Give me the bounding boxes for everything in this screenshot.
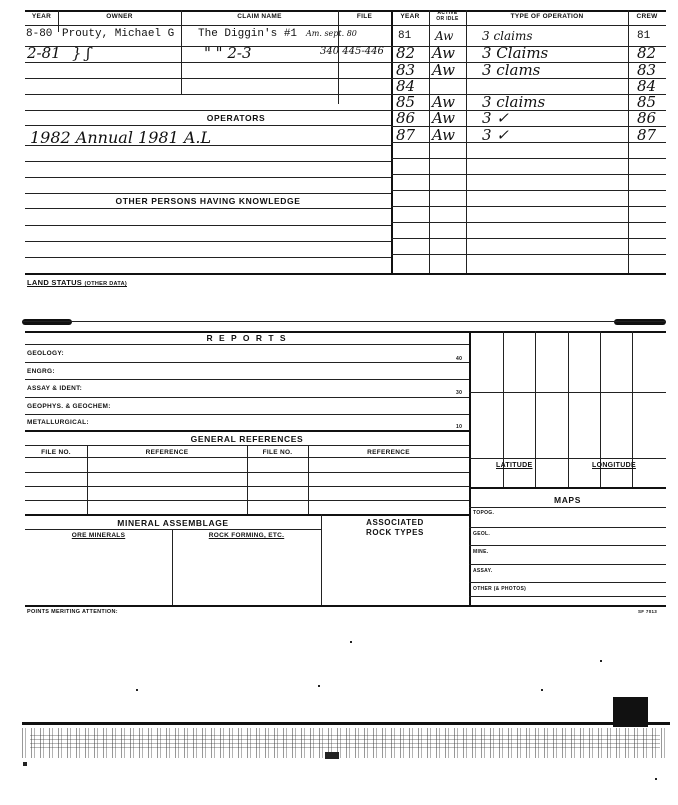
operators-entry: 1982 Annual 1981 A.L — [30, 128, 212, 147]
activity-year-4: 84 — [396, 77, 416, 95]
activity-type-7: 3 ✓ — [482, 126, 509, 144]
land-status-label: LAND STATUS (OTHER DATA) — [27, 278, 127, 287]
report-metallurgical: METALLURGICAL: — [27, 419, 89, 426]
report-geophys: GEOPHYS. & GEOCHEM: — [27, 403, 111, 410]
ref-col-reference-1: REFERENCE — [145, 449, 189, 456]
map-mine: MINE. — [473, 549, 489, 555]
activity-year-5: 85 — [396, 93, 416, 111]
crew-header: CREW — [636, 13, 658, 20]
activity-status-5: Aw — [432, 93, 455, 111]
activity-crew-1: 81 — [637, 30, 651, 42]
activity-status-3: Aw — [432, 61, 455, 79]
activity-year-7: 87 — [396, 126, 416, 144]
activity-crew-5: 85 — [637, 93, 657, 111]
claim-note-1: Am. sept. 80 — [306, 29, 357, 38]
map-assay: ASSAY. — [473, 568, 493, 574]
map-topog: TOPOG. — [473, 510, 495, 516]
ref-col-reference-2: REFERENCE — [367, 449, 410, 456]
activity-crew-2: 82 — [637, 44, 657, 62]
latitude-label: LATITUDE — [496, 462, 533, 469]
map-other: OTHER (& PHOTOS) — [473, 586, 527, 592]
ref-col-file-no-2: FILE NO. — [262, 449, 293, 456]
rock-forming-label: ROCK FORMING, ETC. — [208, 532, 285, 539]
activity-crew-6: 86 — [637, 109, 657, 127]
year-header: YEAR — [31, 13, 52, 20]
activity-crew-4: 84 — [637, 77, 657, 95]
activity-status-2: Aw — [432, 44, 455, 62]
activity-crew-7: 87 — [637, 126, 657, 144]
report-metallurgical-num: 10 — [456, 424, 463, 430]
associated-rock-types-label: ASSOCIATED ROCK TYPES — [365, 518, 424, 537]
claim-year-2: 2-81 — [27, 44, 61, 62]
reports-title: R E P O R T S — [206, 333, 288, 343]
operators-title: OPERATORS — [206, 113, 266, 123]
claim-name-2: " " 2-3 — [204, 44, 252, 62]
activity-year-1: 81 — [398, 30, 412, 42]
claim-name-header: CLAIM NAME — [237, 13, 282, 20]
activity-status-7: Aw — [432, 126, 455, 144]
longitude-label: LONGITUDE — [592, 462, 636, 469]
claim-year-1: 8-80 — [26, 28, 53, 40]
claim-owner-1: Prouty, Michael G — [62, 28, 175, 40]
activity-type-1: 3 claims — [482, 29, 533, 43]
general-references-title: GENERAL REFERENCES — [190, 434, 304, 444]
activity-type-2: 3 Claims — [482, 44, 549, 62]
claim-owner-2: } ʃ — [72, 44, 91, 62]
maps-title: MAPS — [554, 495, 581, 505]
activity-year-6: 86 — [396, 109, 416, 127]
activity-crew-3: 83 — [637, 61, 657, 79]
report-assay-num: 30 — [456, 390, 463, 396]
ore-minerals-label: ORE MINERALS — [71, 532, 126, 539]
form-number: SF 7013 — [638, 609, 658, 614]
activity-status-1: Aw — [435, 29, 454, 43]
owner-header: OWNER — [106, 13, 133, 20]
year-right-header: YEAR — [400, 13, 420, 20]
claim-file-2: 340 445-446 — [320, 46, 384, 57]
report-engrg: ENGRG: — [27, 368, 55, 375]
report-geology-num: 40 — [456, 356, 463, 362]
activity-type-3: 3 clams — [482, 61, 541, 79]
activity-type-5: 3 claims — [482, 93, 546, 111]
file-header: FILE — [356, 13, 373, 20]
active-idle-header: ACTIVE OR IDLE — [436, 10, 459, 22]
points-meriting-attention-label: POINTS MERITING ATTENTION: — [27, 609, 118, 615]
mineral-assemblage-title: MINERAL ASSEMBLAGE — [117, 518, 229, 528]
report-geology: GEOLOGY: — [27, 350, 64, 357]
type-of-operation-header: TYPE OF OPERATION — [510, 13, 584, 20]
map-geol: GEOL. — [473, 531, 491, 537]
activity-year-3: 83 — [396, 61, 416, 79]
other-persons-title: OTHER PERSONS HAVING KNOWLEDGE — [115, 196, 301, 206]
claim-name-1: The Diggin's #1 — [198, 28, 298, 40]
ref-col-file-no-1: FILE NO. — [41, 449, 71, 456]
activity-status-6: Aw — [432, 109, 455, 127]
activity-year-2: 82 — [396, 44, 416, 62]
activity-type-6: 3 ✓ — [482, 109, 509, 127]
report-assay: ASSAY & IDENT: — [27, 385, 83, 392]
